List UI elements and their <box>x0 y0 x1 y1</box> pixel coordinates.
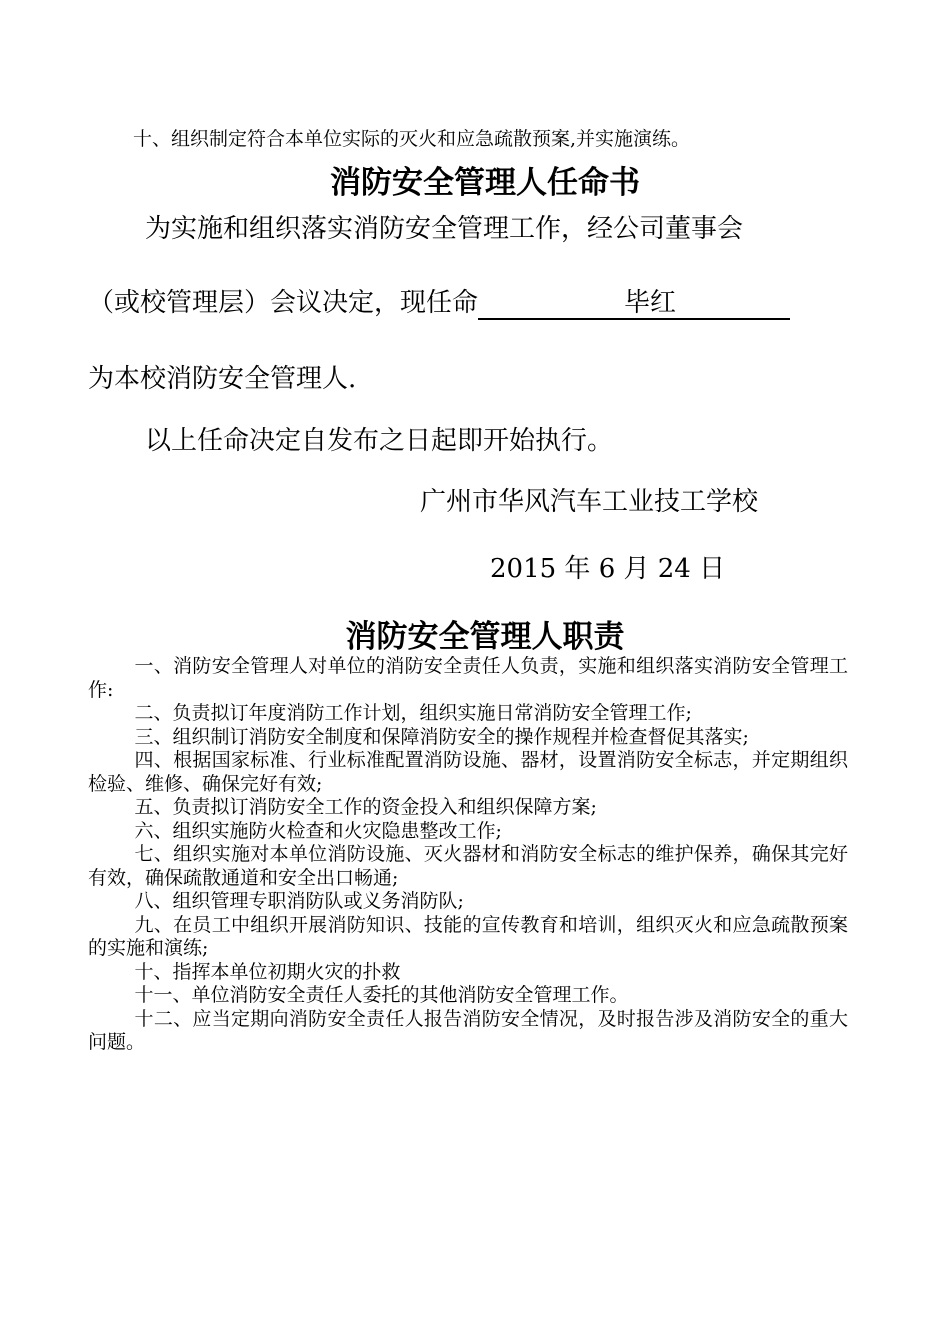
duty-item: 三、组织制订消防安全制度和保障消防安全的操作规程并检查督促其落实; <box>134 725 749 748</box>
issue-date: 2015 年 6 月 24 日 <box>490 554 726 584</box>
duty-item: 十一、单位消防安全责任人委托的其他消防安全管理工作。 <box>134 984 629 1006</box>
duty-item: 一、消防安全管理人对单位的消防安全责任人负责，实施和组织落实消防安全管理工作: <box>88 655 848 701</box>
appointment-line-1: 为实施和组织落实消防安全管理工作，经公司董事会 <box>145 214 744 244</box>
duty-item: 十二、应当定期向消防安全责任人报告消防安全情况，及时报告涉及消防安全的重大问题。 <box>88 1007 848 1053</box>
duties-list <box>88 655 848 1055</box>
previous-page-clause: 十、组织制定符合本单位实际的灭火和应急疏散预案,并实施演练。 <box>133 128 691 150</box>
duty-item: 八、组织管理专职消防队或义务消防队; <box>134 890 464 912</box>
duty-item: 九、在员工中组织开展消防知识、技能的宣传教育和培训，组织灭火和应急疏散预案的实施和演练; <box>88 913 848 959</box>
appointment-line-3: 为本校消防安全管理人. <box>88 364 357 394</box>
duty-item: 五、负责拟订消防安全工作的资金投入和组织保障方案; <box>134 796 597 818</box>
duties-title: 消防安全管理人职责 <box>345 619 625 655</box>
appointee-name: 毕红 <box>478 288 790 320</box>
duty-item: 二、负责拟订年度消防工作计划，组织实施日常消防安全管理工作; <box>134 702 692 724</box>
appointment-line-2 <box>88 282 790 320</box>
appointment-title: 消防安全管理人任命书 <box>330 165 640 201</box>
appointment-effective-line: 以上任命决定自发布之日起即开始执行。 <box>145 426 614 456</box>
duty-item: 七、组织实施对本单位消防设施、灭火器材和消防安全标志的维护保养，确保其完好有效，确保疏散通道和安全出口畅通; <box>88 843 848 889</box>
appointment-line-2-text: （或校管理层）会议决定，现任命 <box>88 288 479 318</box>
duty-item: 四、根据国家标准、行业标准配置消防设施、器材，设置消防安全标志，并定期组织检验、维修、确保完好有效; <box>88 749 848 795</box>
duty-item: 六、组织实施防火检查和火灾隐患整改工作; <box>134 819 502 842</box>
duty-item: 十、指挥本单位初期火灾的扑救 <box>134 960 401 983</box>
issuing-organization: 广州市华风汽车工业技工学校 <box>420 487 759 517</box>
